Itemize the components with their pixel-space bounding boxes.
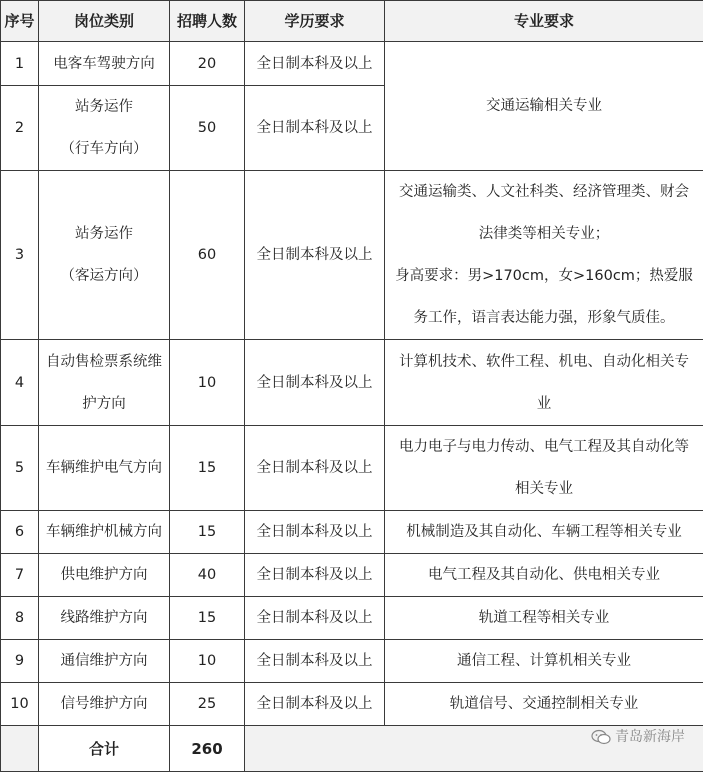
header-row (1, 1, 703, 42)
row-education: 全日制本科及以上 (245, 86, 385, 171)
row-count: 20 (170, 42, 245, 86)
row-category: 站务运作 （客运方向） (39, 171, 170, 340)
row-education: 全日制本科及以上 (245, 597, 385, 640)
row-major: 计算机技术、软件工程、机电、自动化相关专 业 (385, 340, 703, 426)
header-category: 岗位类别 (39, 1, 170, 42)
row-education: 全日制本科及以上 (245, 683, 385, 726)
row-category: 线路维护方向 (39, 597, 170, 640)
row-no: 2 (1, 86, 39, 171)
row-major: 轨道信号、交通控制相关专业 (385, 683, 703, 726)
row-category: 自动售检票系统维 护方向 (39, 340, 170, 426)
watermark (591, 728, 685, 746)
table-row (1, 426, 703, 511)
row-category: 供电维护方向 (39, 554, 170, 597)
row-category: 信号维护方向 (39, 683, 170, 726)
total-count: 260 (170, 726, 245, 772)
row-education: 全日制本科及以上 (245, 340, 385, 426)
row-education: 全日制本科及以上 (245, 171, 385, 340)
row-education: 全日制本科及以上 (245, 42, 385, 86)
row-education: 全日制本科及以上 (245, 426, 385, 511)
row-no: 6 (1, 511, 39, 554)
table-row (1, 597, 703, 640)
row-education: 全日制本科及以上 (245, 554, 385, 597)
total-label: 合计 (39, 726, 170, 772)
total-blank-cell (1, 726, 39, 772)
row-no: 10 (1, 683, 39, 726)
row-no: 4 (1, 340, 39, 426)
header-count: 招聘人数 (170, 1, 245, 42)
row-no: 8 (1, 597, 39, 640)
watermark-text: 青岛新海岸 (615, 728, 685, 746)
row-no: 5 (1, 426, 39, 511)
row-category: 站务运作 （行车方向） (39, 86, 170, 171)
row-major: 电力电子与电力传动、电气工程及其自动化等 相关专业 (385, 426, 703, 511)
row-no: 9 (1, 640, 39, 683)
row-count: 60 (170, 171, 245, 340)
row-major: 通信工程、计算机相关专业 (385, 640, 703, 683)
row-count: 50 (170, 86, 245, 171)
table-row (1, 42, 703, 86)
row-category: 车辆维护机械方向 (39, 511, 170, 554)
table-row (1, 554, 703, 597)
row-category: 车辆维护电气方向 (39, 426, 170, 511)
row-no: 7 (1, 554, 39, 597)
wechat-icon (591, 729, 611, 745)
row-no: 1 (1, 42, 39, 86)
row-major: 机械制造及其自动化、车辆工程等相关专业 (385, 511, 703, 554)
header-no: 序号 (1, 1, 39, 42)
row-category: 电客车驾驶方向 (39, 42, 170, 86)
row-major: 电气工程及其自动化、供电相关专业 (385, 554, 703, 597)
row-major-merged: 交通运输相关专业 (385, 42, 703, 171)
table-row (1, 683, 703, 726)
table-row (1, 640, 703, 683)
row-no: 3 (1, 171, 39, 340)
table-row (1, 511, 703, 554)
row-count: 25 (170, 683, 245, 726)
row-count: 10 (170, 340, 245, 426)
table-row (1, 171, 703, 340)
row-count: 40 (170, 554, 245, 597)
row-education: 全日制本科及以上 (245, 511, 385, 554)
row-education: 全日制本科及以上 (245, 640, 385, 683)
row-count: 10 (170, 640, 245, 683)
row-count: 15 (170, 597, 245, 640)
row-category: 通信维护方向 (39, 640, 170, 683)
row-major: 轨道工程等相关专业 (385, 597, 703, 640)
row-count: 15 (170, 426, 245, 511)
row-major: 交通运输类、人文社科类、经济管理类、财会 法律类等相关专业； 身高要求：男>170cm，女>160cm；热爱服 务工作，语言表达能力强，形象气质佳。 (385, 171, 703, 340)
row-count: 15 (170, 511, 245, 554)
table-row (1, 340, 703, 426)
header-education: 学历要求 (245, 1, 385, 42)
header-major: 专业要求 (385, 1, 703, 42)
